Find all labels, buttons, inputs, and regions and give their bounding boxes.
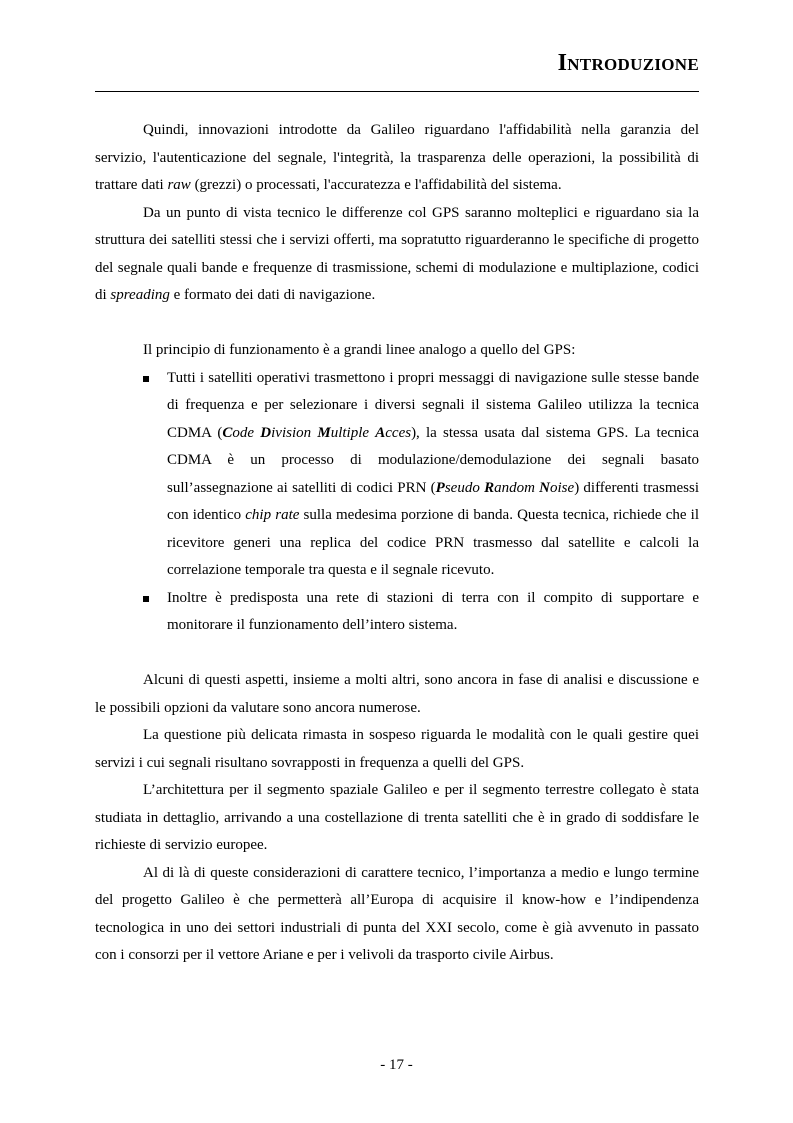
italic-term-chip-rate: chip rate — [245, 507, 300, 523]
text-run: ode — [232, 424, 261, 441]
paragraph-open-aspects: Alcuni di questi aspetti, insieme a molti altri, sono ancora in fase di analisi e discussione e le possibili opzioni da valutare sono ancora numerose. — [95, 672, 699, 716]
italic-term-raw: raw — [167, 177, 191, 193]
text-run: oise — [550, 479, 575, 496]
text-run: e formato dei dati di navigazione. — [169, 287, 376, 303]
acronym-letter: M — [317, 424, 331, 441]
text-run: seudo — [444, 479, 485, 496]
bullet-list — [95, 365, 699, 640]
paragraph-strategic-importance: Al di là di queste considerazioni di carattere tecnico, l’importanza a medio e lungo termine del progetto Galileo è che permetterà all’Europa di acquisire il know-how e l’indipendenza tecnologica in uno dei settori industriali di punta del XXI secolo, come è già avvenuto in passato con i consorzi per il vettore Ariane e per i velivoli da trasporto civile Airbus. — [95, 864, 699, 963]
acronym-letter: R — [484, 479, 495, 496]
text-run: ultiple — [330, 424, 376, 441]
acronym-letter: P — [435, 479, 445, 496]
page-number: - 17 - — [380, 1057, 413, 1073]
paragraph-architecture: L’architettura per il segmento spaziale Galileo e per il segmento terrestre collegato è stata studiata in dettaglio, arrivando a una costellazione di trenta satelliti che è in grado di soddisfare le richieste di servizio europee. — [95, 782, 699, 853]
acronym-letter: D — [260, 424, 272, 441]
text-run: sulla medesima porzione di banda. Questa tecnica, richiede che il ricevitore generi una replica del codice PRN trasmesso dal satellite e calcoli la correlazione temporale tra questa e il segnale ricevuto. — [167, 507, 699, 578]
paragraph-technical-differences — [95, 200, 699, 310]
chapter-title: Introduzione — [557, 50, 699, 76]
text-run: ivision — [271, 424, 318, 441]
acronym-letter: C — [222, 424, 233, 441]
acronym-letter: A — [375, 424, 386, 441]
page-header — [95, 50, 699, 92]
italic-term-spreading: spreading — [110, 287, 170, 303]
text-run: ) differenti trasmessi con identico — [167, 479, 700, 523]
list-item — [95, 585, 699, 640]
text-run: Inoltre è predisposta una rete di stazioni di terra con il compito di supportare e monitorare il funzionamento dell’intero sistema. — [167, 589, 699, 633]
square-bullet-icon — [143, 596, 149, 602]
paragraph-gap — [95, 640, 699, 668]
paragraph-gap — [95, 310, 699, 338]
text-run: cces — [385, 424, 412, 441]
paragraph-galileo-innovations — [95, 117, 699, 200]
page-body — [95, 117, 699, 970]
text-run: Quindi, innovazioni introdotte da Galileo riguardano l'affidabilità nella garanzia del servizio, l'autenticazione del segnale, l'integrità, la trasparenza delle operazioni, la possibilità di trattare dati — [95, 122, 699, 193]
list-item — [95, 365, 699, 585]
text-run: ), la stessa usata dal sistema GPS. La tecnica CDMA è un processo di modulazione/demodulazione dei segnali basato sull’assegnazione ai satelliti di codici PRN ( — [167, 424, 699, 496]
text-run: Da un punto di vista tecnico le differenze col GPS saranno molteplici e riguardano sia la struttura dei satelliti stessi che i servizi offerti, ma sopratutto riguarderanno le specifiche di progetto del segnale quali bande e frequenze di trasmissione, schemi di modulazione e multiplazione, codici di — [95, 204, 699, 303]
paragraph-delicate-question: La questione più delicata rimasta in sospeso riguarda le modalità con le quali gestire quei servizi i cui segnali risultano sovrapposti in frequenza a quelli del GPS. — [95, 727, 699, 771]
text-run: andom — [494, 479, 540, 496]
paragraph-operating-principle: Il principio di funzionamento è a grandi linee analogo a quello del GPS: — [143, 342, 576, 358]
text-run: Tutti i satelliti operativi trasmettono i propri messaggi di navigazione sulle stesse bande di frequenza e per selezionare i diversi segnali il sistema Galileo utilizza la tecnica CDMA ( — [167, 369, 699, 441]
text-run: (grezzi) o processati, l'accuratezza e l'affidabilità del sistema. — [190, 177, 562, 193]
square-bullet-icon — [143, 376, 149, 382]
acronym-letter: N — [539, 479, 551, 496]
